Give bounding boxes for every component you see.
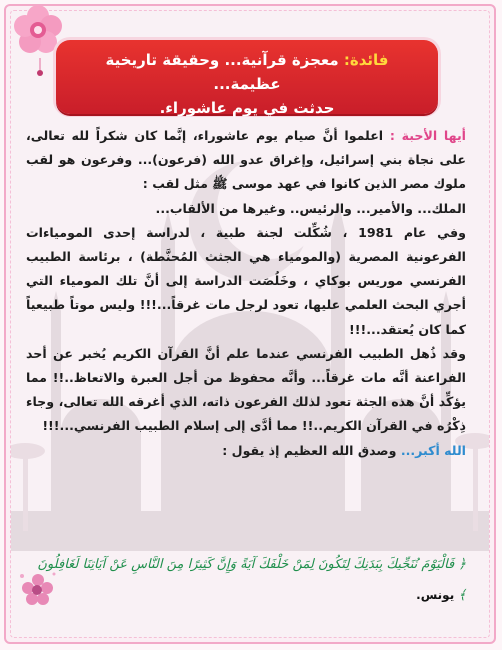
flower-corner-icon <box>18 570 58 610</box>
fact-banner <box>56 40 438 117</box>
greeting-heading: أيها الأحبة : <box>389 128 466 143</box>
paragraph-4: وقد ذُهل الطبيب الفرنسي عندما علم أنَّ القرآن الكريم يُخبر عن أحد الفراعنة أنَّه مات غرقاً... وأنَّه محفوظ من أجل العبرة والاتعاظ..!! مما يؤكِّد أنَّ هذه الجثة تعود لذلك الفرعون ذاته، الذي أغرقه الله تعالى، وجاء ذِكْرُه في القرآن الكريم..!! مما أدَّى إلى إسلام الطبيب الفرنسي...!!! <box>26 345 466 434</box>
quran-verse: ﴿ فَالْيَوْمَ نُنَجِّيكَ بِبَدَنِكَ لِتَكُونَ لِمَنْ خَلْفَكَ آيَةً وَإِنَّ كَثِيرًا مِنَ النَّاسِ عَنْ آيَاتِنَا لَغَافِلُونَ ﴾ <box>37 557 466 603</box>
verse-source: يونس. <box>416 588 459 602</box>
quran-verse-block <box>26 550 466 611</box>
banner-line2: حدثت في يوم عاشوراء. <box>159 99 335 117</box>
article-body <box>26 124 466 463</box>
paragraph-2: الملك... والأمير... والرئيس.. وغيرها من الألقاب... <box>155 200 466 216</box>
closing-line <box>26 439 466 463</box>
closing-rest: وصدق الله العظيم إذ يقول : <box>222 442 401 458</box>
paragraph-1-text: اعلموا أنَّ صيام يوم عاشوراء، إنَّما كان شكراً لله تعالى، على نجاة بني إسرائيل، وإغراق عدو الله (فرعون)... وفرعون هو لقب ملوك مصر الذين كانوا في عهد موسى ﷺ مثل لقب : <box>26 128 466 192</box>
banner-label: فائدة: <box>343 51 389 69</box>
paragraph-intro <box>26 124 466 197</box>
closing-highlight: الله أكبر... <box>400 442 466 458</box>
banner-line1: معجزة قرآنية... وحقيقة تاريخية عظيمة... <box>105 51 344 93</box>
paragraph-3: وفي عام 1981 ، شُكِّلت لجنة طبية ، لدراسة إحدى المومياءات الفرعونية المصرية (والمومياء هي الجثث المُحنَّطة) ، برئاسة الطبيب الفرنسي موريس بوكاي ، وخَلُصَت الدراسة إلى أنَّ تلك المومياء التي أجري البحث العلمي عليها، تعود لرجل مات غرقاً...!!! وليس موتاً طبيعياً كما كان يُعتقد...!!! <box>26 224 466 337</box>
